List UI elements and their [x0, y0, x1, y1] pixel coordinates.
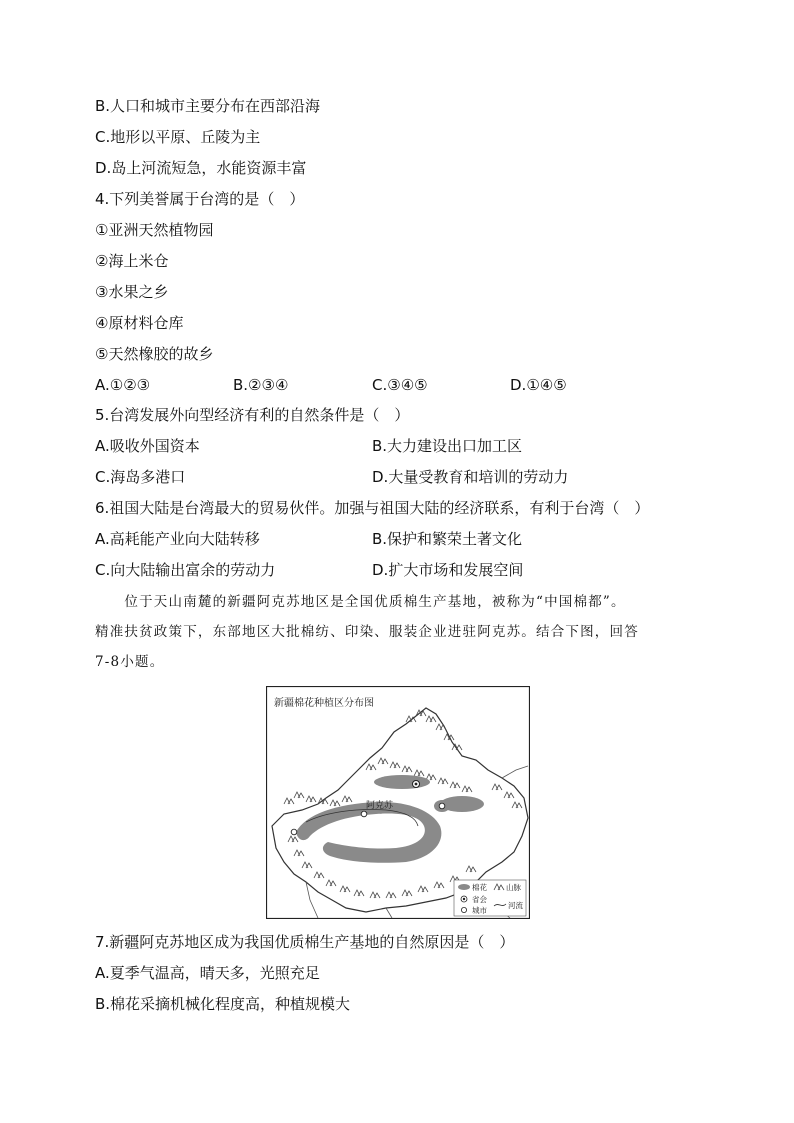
city-marker [439, 803, 445, 809]
q5-option-a: A.吸收外国资本 [95, 437, 200, 455]
q4-option-b: B.②③④ [233, 376, 289, 394]
q5-option-b: B.大力建设出口加工区 [372, 437, 523, 455]
q7-stem: 7.新疆阿克苏地区成为我国优质棉生产基地的自然原因是（ ） [95, 933, 515, 951]
q4-stem: 4.下列美誉属于台湾的是（ ） [95, 190, 305, 208]
legend-capital-label: 省会 [472, 895, 487, 904]
city-marker [291, 829, 297, 835]
legend-cotton-label: 棉花 [472, 883, 487, 892]
q7-option-a: A.夏季气温高，晴天多，光照充足 [95, 964, 320, 982]
capital-marker-dot [415, 783, 418, 786]
q5-option-c: C.海岛多港口 [95, 468, 186, 486]
aksu-label: 阿克苏 [366, 801, 394, 811]
q3-option-b: B.人口和城市主要分布在西部沿海 [95, 97, 321, 115]
aksu-marker [361, 811, 367, 817]
q4-option-a: A.①②③ [95, 376, 151, 394]
q6-stem: 6.祖国大陆是台湾最大的贸易伙伴。加强与祖国大陆的经济联系，有利于台湾（ ） [95, 499, 650, 517]
xinjiang-cotton-map [266, 686, 530, 919]
q4-item-2: ②海上米仓 [95, 252, 169, 270]
q6-option-b: B.保护和繁荣土著文化 [372, 530, 523, 548]
legend-river-label: 河流 [508, 901, 523, 910]
q3-option-c: C.地形以平原、丘陵为主 [95, 128, 261, 146]
q4-item-1: ①亚洲天然植物园 [95, 221, 214, 239]
q6-option-c: C.向大陆输出富余的劳动力 [95, 561, 276, 579]
legend-city-label: 城市 [472, 906, 487, 915]
q4-item-3: ③水果之乡 [95, 283, 169, 301]
q4-option-c: C.③④⑤ [372, 376, 428, 394]
map-title: 新疆棉花种植区分布图 [274, 698, 374, 709]
q3-option-d: D.岛上河流短急，水能资源丰富 [95, 159, 307, 177]
q6-option-a: A.高耗能产业向大陆转移 [95, 530, 260, 548]
legend-city-swatch [461, 907, 466, 912]
q7-option-b: B.棉花采摘机械化程度高，种植规模大 [95, 995, 351, 1013]
map-legend [454, 880, 526, 916]
q4-item-4: ④原材料仓库 [95, 314, 184, 332]
legend-cotton-swatch [458, 884, 470, 890]
q4-option-d: D.①④⑤ [510, 376, 567, 394]
q5-stem: 5.台湾发展外向型经济有利的自然条件是（ ） [95, 406, 410, 424]
q4-item-5: ⑤天然橡胶的故乡 [95, 345, 214, 363]
q5-option-d: D.大量受教育和培训的劳动力 [372, 468, 569, 486]
passage-line-2: 精准扶贫政策下，东部地区大批棉纺、印染、服装企业进驻阿克苏。结合下图，回答 [95, 624, 639, 640]
passage-line-1: 位于天山南麓的新疆阿克苏地区是全国优质棉生产基地，被称为“中国棉都”。 [95, 594, 626, 610]
legend-mountain-label: 山脉 [506, 883, 521, 892]
cotton-patch-north [374, 775, 430, 789]
q6-option-d: D.扩大市场和发展空间 [372, 561, 524, 579]
passage-line-3: 7-8小题。 [95, 654, 165, 670]
